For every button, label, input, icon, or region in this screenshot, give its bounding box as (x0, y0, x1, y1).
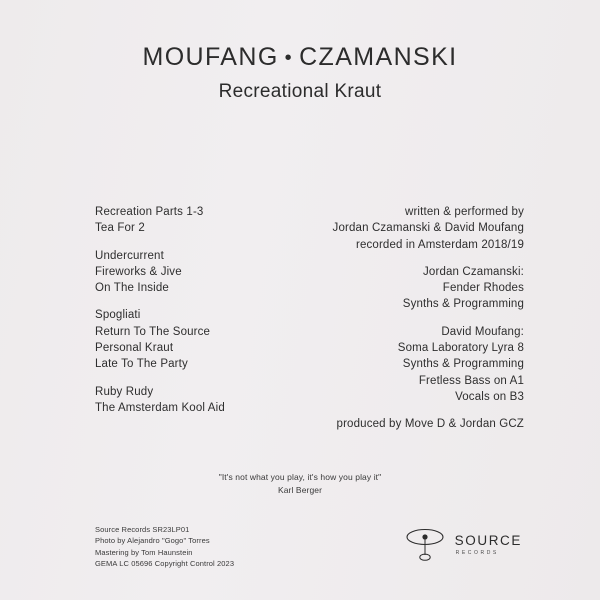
quote-block (0, 471, 600, 497)
credit-line: Fender Rhodes (442, 282, 524, 295)
footer-line: Source Records SR23LP01 (95, 525, 190, 534)
source-records-logo-icon (404, 528, 446, 562)
credit-line: David Moufang: (441, 325, 524, 338)
credit-line: produced by Move D & Jordan GCZ (336, 418, 524, 431)
track-item: Personal Kraut (95, 342, 174, 355)
quote-attribution: Karl Berger (277, 485, 323, 495)
album-title: Recreational Kraut (218, 80, 382, 102)
credit-line: Vocals on B3 (455, 390, 524, 403)
label-name: SOURCE (454, 533, 522, 549)
content-columns (0, 204, 600, 433)
artist-names (0, 44, 600, 72)
credit-group (333, 416, 524, 432)
footer-line: Photo by Alejandro "Gogo" Torres (95, 536, 210, 546)
cover-header (0, 44, 600, 103)
artist-separator-dot: • (284, 47, 294, 70)
label-logo-text (455, 534, 522, 556)
credit-line: written & performed by (405, 206, 524, 218)
track-group (95, 384, 225, 417)
credit-group (333, 204, 524, 253)
label-logo (404, 528, 522, 562)
track-item: Spogliati (95, 309, 141, 322)
credit-group (333, 264, 524, 313)
track-item: Tea For 2 (95, 222, 145, 235)
quote-text: "It's not what you play, it's how you play it" (218, 472, 382, 482)
artist-name-right: CZAMANSKI (299, 43, 458, 71)
track-item: Ruby Rudy (95, 385, 154, 398)
track-group (95, 248, 225, 297)
track-item: Recreation Parts 1-3 (95, 206, 204, 218)
credit-line: Synths & Programming (402, 358, 524, 371)
track-item: The Amsterdam Kool Aid (95, 401, 225, 414)
track-item: Return To The Source (95, 325, 211, 338)
track-item: On The Inside (95, 282, 169, 295)
track-group (95, 307, 225, 372)
artist-name-left: MOUFANG (142, 43, 279, 71)
credit-line: Jordan Czamanski & David Moufang (332, 222, 524, 235)
credit-line: Synths & Programming (402, 298, 524, 311)
credit-line: Soma Laboratory Lyra 8 (397, 342, 524, 355)
credit-line: Fretless Bass on A1 (418, 374, 524, 387)
credit-line: recorded in Amsterdam 2018/19 (355, 238, 524, 251)
track-item: Late To The Party (95, 358, 188, 371)
credit-group (333, 324, 524, 405)
label-subtitle: RECORDS (455, 549, 499, 556)
track-item: Fireworks & Jive (95, 265, 182, 278)
credit-line: Jordan Czamanski: (423, 265, 524, 278)
footer-line: Mastering by Tom Haunstein (95, 547, 193, 557)
footer-line: GEMA LC 05696 Copyright Control 2023 (95, 559, 235, 569)
footer-credits (95, 524, 234, 570)
tracklist (95, 204, 225, 433)
track-group (95, 204, 225, 237)
track-item: Undercurrent (95, 249, 164, 262)
credits (333, 204, 524, 433)
